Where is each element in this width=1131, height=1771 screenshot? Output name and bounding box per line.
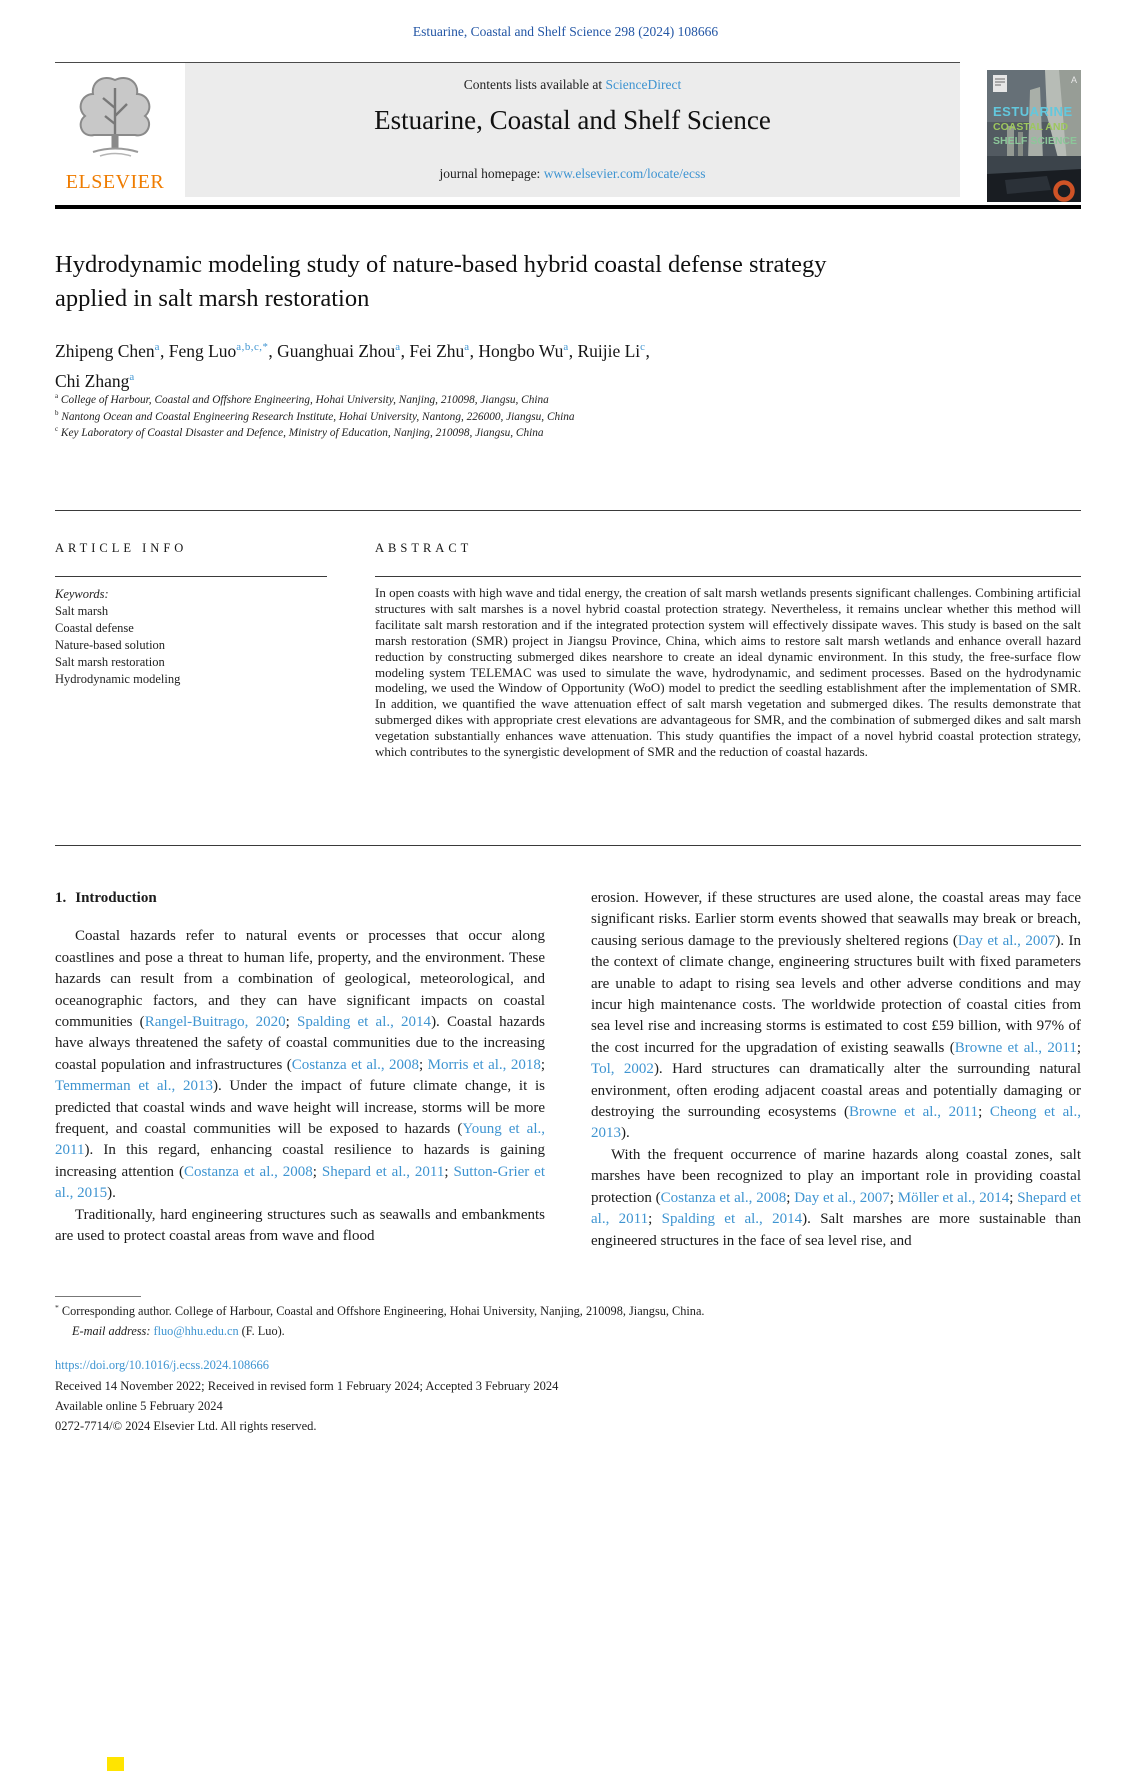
text-segment: ). bbox=[107, 1185, 116, 1202]
keyword-item: Salt marsh restoration bbox=[55, 655, 165, 669]
affiliation-c bbox=[55, 425, 815, 442]
text-segment: Corresponding author. College of Harbour, Coastal and Offshore Engineering, Hohai University, Nanjing, 210098, Jiangsu, China. bbox=[58, 1304, 705, 1318]
link[interactable]: Shepard et al., 2011 bbox=[591, 1189, 1081, 1228]
link[interactable]: Shepard et al., 2011 bbox=[321, 1163, 445, 1180]
link[interactable]: Browne et al., 2011 bbox=[954, 1039, 1077, 1056]
text-segment: ; bbox=[540, 1056, 545, 1073]
text-segment: ). bbox=[621, 1125, 630, 1142]
running-head-citation: Estuarine, Coastal and Shelf Science 298 (2024) 108666 bbox=[412, 24, 719, 39]
body-column-right bbox=[591, 888, 1081, 1252]
intro-paragraph bbox=[591, 1145, 1081, 1252]
cover-title-line2: COASTAL AND bbox=[993, 121, 1069, 133]
text-segment: a bbox=[55, 392, 59, 401]
affiliations bbox=[55, 392, 815, 442]
text-segment: Key Laboratory of Coastal Disaster and Defence, Ministry of Education, Nanjing, 210098, Jiangsu, China bbox=[58, 427, 544, 439]
text-segment: ; bbox=[1009, 1189, 1018, 1206]
text-segment: , bbox=[400, 341, 410, 361]
elsevier-wordmark: ELSEVIER bbox=[65, 171, 165, 193]
abstract-rule bbox=[375, 576, 1081, 577]
text-segment: ). Coastal hazards have always threatened the safety of coastal communities due to the increasing coastal population and infrastructures ( bbox=[55, 1014, 545, 1073]
text-segment: Ruijie Li bbox=[577, 341, 641, 361]
text-segment: journal homepage: bbox=[439, 166, 544, 181]
affiliation-b bbox=[55, 409, 815, 426]
text-segment: Chi Zhang bbox=[55, 371, 130, 391]
link[interactable]: Day et al., 2007 bbox=[794, 1189, 890, 1206]
keywords-block bbox=[55, 586, 335, 688]
text-segment: ; bbox=[444, 1163, 454, 1180]
contents-line bbox=[185, 77, 960, 93]
text-segment: ; bbox=[648, 1211, 662, 1228]
introduction-heading bbox=[55, 888, 545, 909]
footnote-rule bbox=[55, 1296, 141, 1297]
abstract-text: In open coasts with high wave and tidal energy, the creation of salt marsh wetlands presents significant challenges. Combining artificial structures with salt marshes is a novel hybrid coastal protection strategy. Nevertheless, it remains unclear whether this method will facilitate salt marsh restoration and if the integrated protection system will effectively dissipate waves. This study is based on the salt marsh restoration (SMR) project in Jiangsu Province, China, which aims to restore salt marsh wetlands and enhance overall hazard reduction by constructing submerged dikes nearshore to create an ideal dynamic environment. In this study, the free-surface flow modeling system TELEMAC was used to simulate the wave, hydrodynamic, and sediment processes. Based on the hydrodynamic modeling, we used the Window of Opportunity (WoO) model to predict the seedling establishment after the implementation of SMR. In addition, we quantified the wave attenuation effect of salt marsh vegetation and submerged dikes. The results demonstrate that submerged dikes with appropriate crest elevations are advantageous for SMR, and the combination of submerged dikes and salt marsh vegetation substantially enhances wave attenuation. This study quantifies the impact of a novel hybrid coastal protection strategy, which contributes to the synergistic development of SMR and the reduction of coastal hazards. bbox=[375, 585, 1081, 760]
text-segment: ; bbox=[786, 1189, 795, 1206]
text-segment: Zhipeng Chen bbox=[55, 341, 155, 361]
text-segment: , bbox=[469, 341, 479, 361]
body-divider-rule bbox=[55, 845, 1081, 846]
text-segment: c bbox=[55, 425, 59, 434]
text-segment: b bbox=[55, 408, 59, 417]
text-segment: , bbox=[159, 341, 169, 361]
link[interactable]: a bbox=[395, 341, 401, 354]
article-title: Hydrodynamic modeling study of nature-based hybrid coastal defense strategy applied in salt marsh restoration bbox=[55, 251, 827, 312]
link[interactable]: c bbox=[640, 341, 646, 354]
section-title: Introduction bbox=[75, 890, 157, 906]
author-list bbox=[55, 336, 955, 396]
section-number: 1. bbox=[55, 890, 67, 906]
intro-paragraph bbox=[591, 888, 1081, 1145]
text-segment: ; bbox=[1076, 1039, 1081, 1056]
link[interactable]: a bbox=[563, 341, 569, 354]
link[interactable]: Möller et al., 2014 bbox=[897, 1189, 1010, 1206]
article-info-rule bbox=[55, 576, 327, 577]
text-segment: ). Under the impact of future climate change, it is predicted that coastal winds and wave height will increase, storms will be more frequent, and coastal communities will be exposed to hazards ( bbox=[55, 1078, 545, 1138]
masthead-panel bbox=[185, 63, 960, 197]
copyright-line: 0272-7714/© 2024 Elsevier Ltd. All rights reserved. bbox=[55, 1419, 317, 1433]
link[interactable]: Sutton-Grier et al., 2015 bbox=[55, 1163, 545, 1202]
link[interactable]: Costanza et al., 2008 bbox=[660, 1189, 787, 1206]
text-segment: ). In this regard, enhancing coastal resilience to hazards is gaining increasing attention ( bbox=[55, 1142, 545, 1180]
email-note bbox=[72, 1324, 1072, 1339]
elsevier-logo[interactable] bbox=[55, 68, 175, 198]
text-segment: , bbox=[268, 341, 278, 361]
text-segment: ; bbox=[285, 1014, 297, 1031]
journal-title: Estuarine, Coastal and Shelf Science bbox=[374, 105, 771, 135]
journal-cover-image bbox=[987, 70, 1081, 202]
link[interactable]: Costanza et al., 2008 bbox=[291, 1056, 420, 1073]
link[interactable]: Cheong et al., 2013 bbox=[591, 1104, 1081, 1142]
text-segment: Contents lists available at bbox=[463, 77, 606, 92]
text-segment: erosion. However, if these structures are used alone, the coastal areas may face significant risks. Earlier storm events showed that seawalls may break or breach, causing serious damage to the previously sheltered regions ( bbox=[591, 890, 1081, 949]
text-segment: Coastal hazards refer to natural events or processes that occur along coastlines and pose a threat to human life, property, and the environment. These hazards can result from a combination of geological, meteorological, and oceanographic factors, and they can have significant impacts on coastal communities ( bbox=[55, 928, 545, 1031]
text-segment: ). Hard structures can dramatically alter the surrounding natural environment, often eroding adjacent coastal areas and potentially damaging or destroying the surrounding ecosystems ( bbox=[591, 1061, 1081, 1121]
link[interactable]: Spalding et al., 2014 bbox=[296, 1014, 432, 1031]
link[interactable]: ScienceDirect bbox=[605, 77, 682, 92]
link[interactable]: www.elsevier.com/locate/ecss bbox=[543, 166, 706, 181]
text-segment: Nantong Ocean and Coastal Engineering Research Institute, Hohai University, Nantong, 226000, Jiangsu, China bbox=[58, 410, 575, 423]
text-segment: ; bbox=[312, 1163, 322, 1180]
text-segment: * bbox=[55, 1302, 59, 1312]
intro-paragraph bbox=[55, 1205, 545, 1248]
link[interactable]: Spalding et al., 2014 bbox=[661, 1211, 803, 1228]
body-column-left bbox=[55, 888, 545, 1248]
text-segment: Traditionally, hard engineering structures such as seawalls and embankments are used to protect coastal areas from wave and flood bbox=[55, 1206, 545, 1245]
link[interactable]: Young et al., 2011 bbox=[55, 1121, 545, 1159]
cover-title-line1: ESTUARINE bbox=[993, 104, 1073, 119]
article-info-heading: ARTICLE INFO bbox=[55, 541, 188, 555]
text-segment: , bbox=[645, 341, 650, 361]
next-page-fragment bbox=[107, 1757, 124, 1771]
text-segment: ). Salt marshes are more sustainable than engineered structures in the face of sea level rise, and bbox=[591, 1211, 1081, 1249]
link[interactable]: Costanza et al., 2008 bbox=[183, 1163, 313, 1180]
link[interactable]: fluo@hhu.edu.cn bbox=[153, 1324, 239, 1338]
keyword-item: Salt marsh bbox=[55, 604, 109, 618]
keyword-item: Hydrodynamic modeling bbox=[55, 672, 181, 686]
masthead-bottom-bar bbox=[55, 205, 1081, 209]
intro-paragraph bbox=[55, 926, 545, 1204]
link[interactable]: Tol, 2002 bbox=[591, 1061, 654, 1078]
link[interactable]: a bbox=[464, 341, 470, 354]
available-online-line: Available online 5 February 2024 bbox=[55, 1399, 223, 1413]
link[interactable]: Day et al., 2007 bbox=[957, 932, 1056, 949]
affiliation-a bbox=[55, 392, 815, 409]
homepage-line bbox=[185, 166, 960, 182]
text-segment: E-mail address: bbox=[72, 1324, 154, 1338]
text-segment: ; bbox=[889, 1189, 898, 1206]
text-segment: Guanghuai Zhou bbox=[277, 341, 396, 361]
text-segment: (F. Luo). bbox=[238, 1324, 285, 1338]
text-segment: With the frequent occurrence of marine hazards along coastal zones, salt marshes have been recognized to play an important role in providing coastal protection ( bbox=[591, 1146, 1081, 1206]
text-segment: Hongbo Wu bbox=[478, 341, 564, 361]
keywords-label: Keywords: bbox=[55, 587, 109, 601]
doi-line bbox=[55, 1358, 269, 1373]
text-segment: , bbox=[568, 341, 578, 361]
text-segment: College of Harbour, Coastal and Offshore Engineering, Hohai University, Nanjing, 210098, Jiangsu, China bbox=[58, 394, 549, 406]
keyword-item: Nature-based solution bbox=[55, 638, 166, 652]
link[interactable]: Temmerman et al., 2013 bbox=[55, 1078, 213, 1095]
text-segment: ; bbox=[978, 1104, 990, 1121]
text-segment: Feng Luo bbox=[168, 341, 237, 361]
journal-cover-thumbnail[interactable] bbox=[987, 70, 1081, 202]
abstract-heading: ABSTRACT bbox=[375, 541, 473, 555]
received-dates-line: Received 14 November 2022; Received in revised form 1 February 2024; Accepted 3 February 2024 bbox=[55, 1379, 559, 1393]
link[interactable]: Browne et al., 2011 bbox=[849, 1104, 979, 1121]
link[interactable]: Morris et al., 2018 bbox=[427, 1056, 541, 1073]
keyword-item: Coastal defense bbox=[55, 621, 134, 635]
text-segment: ). In the context of climate change, engineering structures built with fixed parameters are unable to adapt to rising sea levels and other adverse conditions and may incur high maintenance costs. The worldwide protection of coastal cities from sea level rise and increasing storms is estimated to cost £59 billion, with 97% of the cost incurred for the upgradation of existing seawalls ( bbox=[591, 932, 1081, 1056]
text-segment: Fei Zhu bbox=[409, 341, 465, 361]
cover-title-line3: SHELF SCIENCE bbox=[993, 135, 1078, 147]
link[interactable]: Rangel-Buitrago, 2020 bbox=[144, 1014, 286, 1031]
link[interactable]: a bbox=[154, 341, 160, 354]
corresponding-author-note bbox=[55, 1304, 1081, 1319]
text-segment: ; bbox=[419, 1056, 428, 1073]
link[interactable]: https://doi.org/10.1016/j.ecss.2024.108666 bbox=[55, 1358, 270, 1372]
section-divider-rule bbox=[55, 510, 1081, 511]
elsevier-tree-icon bbox=[65, 68, 165, 168]
link[interactable]: a bbox=[129, 371, 135, 384]
link[interactable]: a,b,c,* bbox=[236, 341, 269, 354]
cover-corner-letter: A bbox=[1071, 75, 1078, 85]
